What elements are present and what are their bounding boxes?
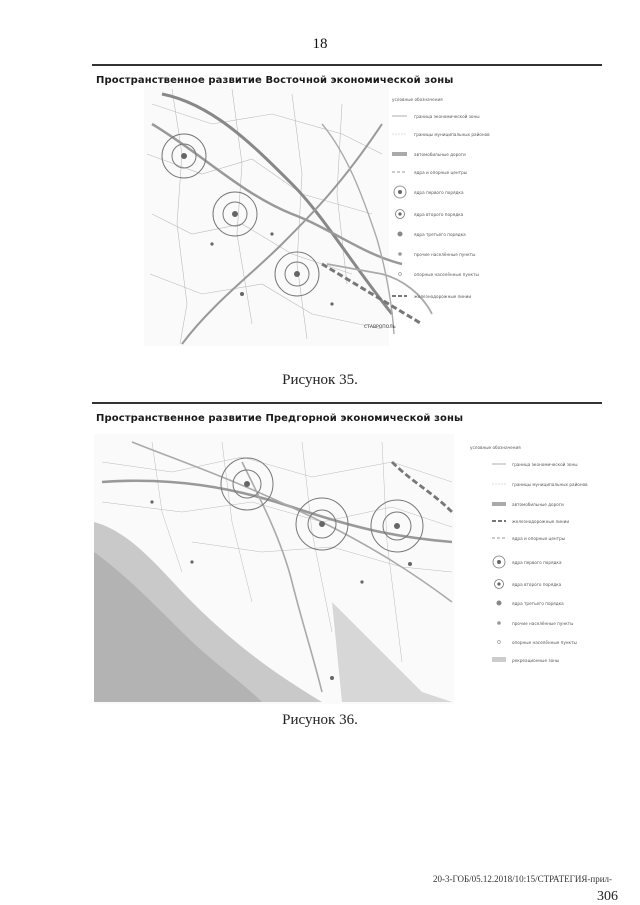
figure-eastern-zone xyxy=(92,64,602,354)
legend-item: границы муниципальных районов xyxy=(512,482,588,487)
foothill-zone-map xyxy=(92,402,602,708)
figure-title: Пространственное развитие Предгорной экономической зоны xyxy=(96,413,464,424)
legend-item: ядра первого порядка xyxy=(414,190,464,195)
legend-item: условные обозначения xyxy=(470,445,521,450)
legend-foothill xyxy=(470,445,588,663)
legend-item: граница экономической зоны xyxy=(414,114,480,119)
legend-item: условные обозначения xyxy=(392,97,443,102)
legend-item: ядра первого порядка xyxy=(512,560,562,565)
legend-item: ядра третьего порядка xyxy=(414,232,466,237)
figure-caption: Рисунок 35. xyxy=(282,372,358,388)
legend-item: границы муниципальных районов xyxy=(414,132,490,137)
legend-item: рекреационные зоны xyxy=(512,658,560,663)
document-footer-code: 20-3-ГОБ/05.12.2018/10:15/СТРАТЕГИЯ-прил- xyxy=(432,874,612,884)
document-footer-number: 306 xyxy=(597,889,618,904)
legend-item: ядра и опорные центры xyxy=(414,170,468,175)
figure-caption: Рисунок 36. xyxy=(282,712,358,728)
figure-title: Пространственное развитие Восточной экономической зоны xyxy=(96,75,454,86)
legend-item: автомобильные дороги xyxy=(414,152,466,157)
legend-item: прочие населённые пункты xyxy=(414,252,476,257)
legend-item: ядра второго порядка xyxy=(414,212,464,217)
page-number: 18 xyxy=(312,36,328,52)
legend-item: железнодорожные линии xyxy=(414,294,472,299)
legend-item: железнодорожные линии xyxy=(512,519,570,524)
legend-item: опорные населённые пункты xyxy=(414,272,479,277)
legend-item: граница экономической зоны xyxy=(512,462,578,467)
figure-foothill-zone xyxy=(92,402,602,708)
eastern-zone-map xyxy=(92,64,602,354)
legend-item: опорные населённые пункты xyxy=(512,640,577,645)
legend-item: ядра третьего порядка xyxy=(512,601,564,606)
map-label-stavropol: СТАВРОПОЛЬ xyxy=(364,325,396,330)
legend-item: ядра и опорные центры xyxy=(512,536,566,541)
legend-item: ядра второго порядка xyxy=(512,582,562,587)
legend-item: автомобильные дороги xyxy=(512,502,564,507)
legend-eastern xyxy=(392,97,490,299)
legend-item: прочие населённые пункты xyxy=(512,621,574,626)
